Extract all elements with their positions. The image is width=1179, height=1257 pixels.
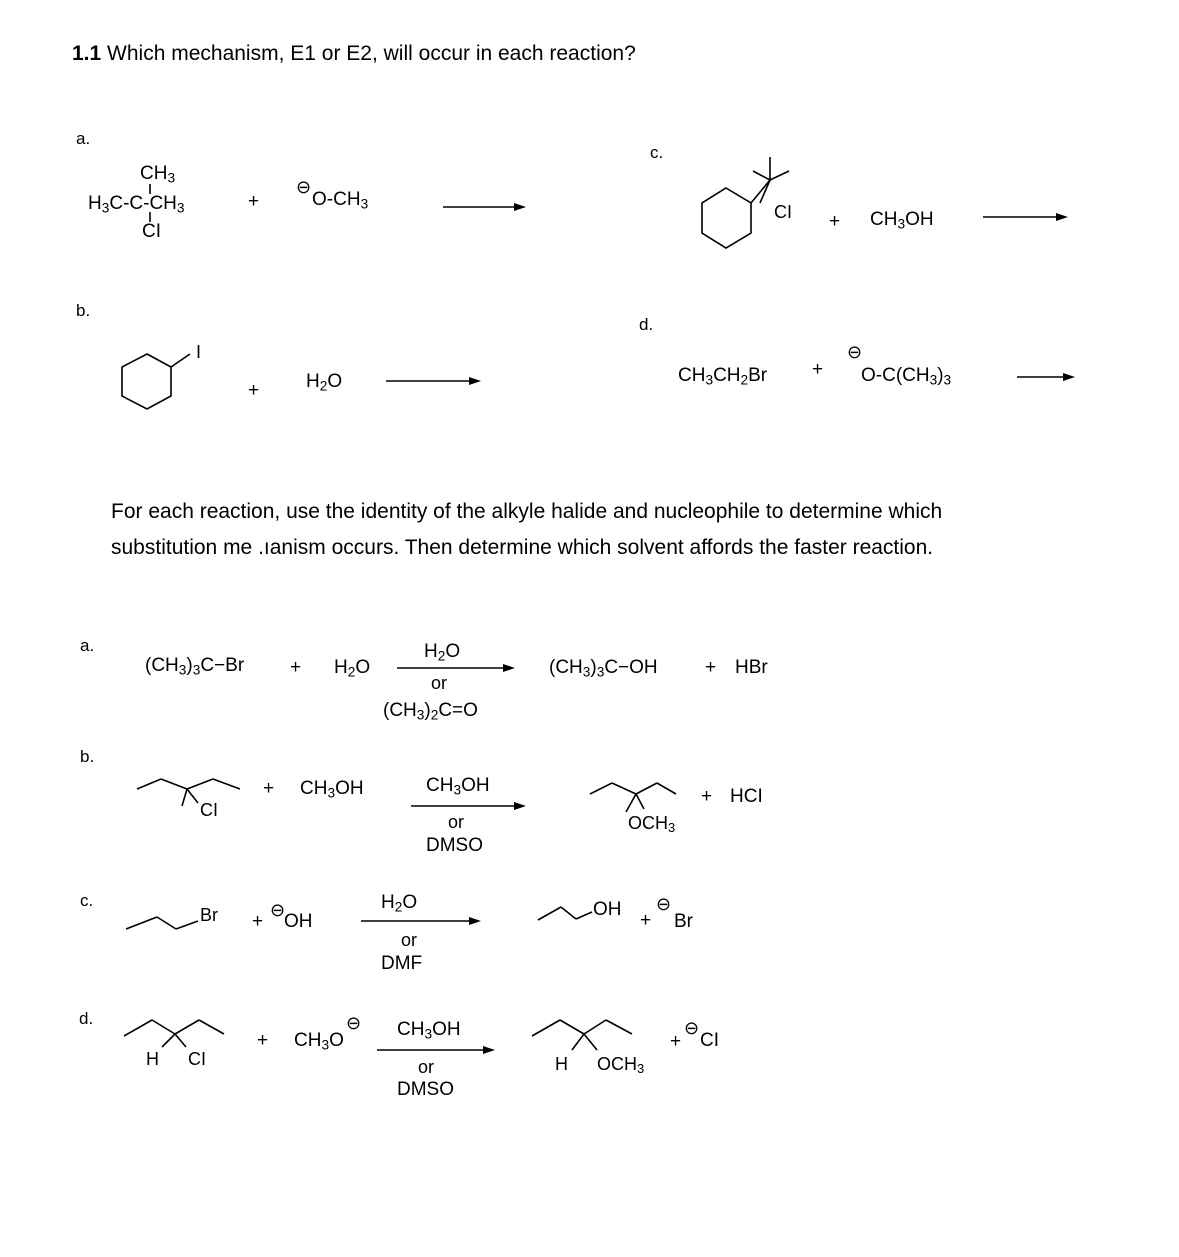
bond (572, 1034, 584, 1050)
solvent2-2c: DMF (381, 953, 423, 974)
plus-2b: + (263, 778, 275, 799)
formula-1a-bottom: CI (142, 221, 161, 242)
solvent1-2d: $CH_3OH$ (397, 1019, 461, 1042)
byproduct-2c: Br (674, 911, 693, 932)
question-title (72, 43, 636, 64)
reagent-1a: $O-CH_3$ (312, 189, 369, 212)
instructions-line-1: For each reaction, use the identity of the alkyle halide and nucleophile to determine which (111, 500, 943, 523)
solvent2-2a: $(CH_3)_2C=O$ (383, 700, 478, 723)
formula-1a-top: $CH_3$ (140, 163, 176, 186)
reagent-2b: $CH_3OH$ (300, 778, 364, 801)
arrowhead (1056, 213, 1068, 221)
bond (213, 779, 240, 789)
byproduct-2d: CI (700, 1030, 719, 1051)
reagent-1d: $O-C(CH_3)_3$ (861, 365, 952, 388)
bond (176, 921, 198, 929)
solvent2-2b: DMSO (426, 835, 483, 856)
question-text: Which mechanism, E1 or E2, will occur in each reaction? (107, 42, 636, 65)
plus2-2a: + (705, 657, 717, 678)
reagent-2c: OH (284, 911, 313, 932)
or-2a: or (431, 673, 448, 693)
h-label-2d: H (146, 1049, 159, 1069)
arrowhead (1063, 373, 1075, 381)
plus2-2c: + (640, 910, 652, 931)
bond (175, 1034, 186, 1047)
bond (770, 171, 789, 180)
label-1d: d. (639, 315, 654, 334)
negative-charge-2c-product: ⊖ (656, 894, 672, 914)
bond (157, 917, 176, 929)
byproduct-2a: HBr (735, 657, 768, 678)
halogen-2d: CI (188, 1049, 206, 1069)
bond (612, 783, 636, 794)
negative-charge-2d: ⊖ (346, 1013, 362, 1033)
bond (561, 907, 576, 919)
label-2d: d. (79, 1009, 94, 1028)
solvent1-2b: $CH_3OH$ (426, 775, 490, 798)
plus-1c: + (829, 211, 841, 232)
bond (171, 354, 190, 367)
substrate-1d: $CH_3CH_2Br$ (678, 365, 768, 388)
halogen-2c: Br (200, 905, 218, 925)
bond (161, 779, 187, 789)
bond (584, 1020, 606, 1034)
negative-charge-1d: ⊖ (847, 342, 863, 362)
bond (560, 1020, 584, 1034)
label-2b: b. (80, 747, 95, 766)
label-1c: c. (650, 143, 664, 162)
question-number: 1.1 (72, 42, 102, 65)
reagent-2d: $CH_3O$ (294, 1030, 344, 1053)
bond (126, 917, 157, 929)
bond (182, 789, 187, 806)
bond (532, 1020, 560, 1036)
halogen-1c: CI (774, 202, 792, 222)
bond (152, 1020, 175, 1034)
bond (753, 171, 770, 180)
reagent-2a: $H_2O$ (334, 657, 371, 680)
label-2a: a. (80, 636, 95, 655)
product-group-2d: $OCH_3$ (597, 1054, 645, 1077)
negative-charge-1a: ⊖ (296, 177, 312, 197)
halogen-2b: CI (200, 800, 218, 820)
bond (162, 1034, 175, 1047)
instructions-line-2: substitution me .ıanism occurs. Then determine which solvent affords the faster reaction. (111, 536, 934, 559)
negative-charge-2d-product: ⊖ (684, 1018, 700, 1038)
formula-1a-main: $H_3C-C-CH_3$ (88, 193, 185, 216)
bond (137, 779, 161, 789)
solvent2-2d: DMSO (397, 1079, 454, 1100)
reagent-1c: $CH_3OH$ (870, 209, 934, 232)
label-1a: a. (76, 129, 91, 148)
bond (590, 783, 612, 794)
plus-2c: + (252, 911, 264, 932)
bond (636, 794, 644, 809)
bond (187, 779, 213, 789)
arrowhead (514, 203, 526, 211)
arrowhead (514, 802, 526, 810)
cyclohexane-ring-1b (122, 354, 171, 409)
bond (199, 1020, 224, 1034)
plus2-2b: + (701, 786, 713, 807)
bond (584, 1034, 597, 1050)
plus-2a: + (290, 657, 302, 678)
plus-1a: + (248, 191, 260, 212)
arrowhead (469, 917, 481, 925)
product-group-2b: $OCH_3$ (628, 813, 676, 836)
solvent1-2a: $H_2O$ (424, 641, 461, 664)
or-2c: or (401, 930, 418, 950)
byproduct-2b: HCI (730, 786, 763, 807)
plus-2d: + (257, 1030, 269, 1051)
solvent1-2c: $H_2O$ (381, 892, 418, 915)
arrowhead (503, 664, 515, 672)
plus-1b: + (248, 380, 260, 401)
bond (124, 1020, 152, 1036)
halogen-1b: I (196, 342, 202, 362)
substrate-2a: $(CH_3)_3C-Br$ (145, 655, 245, 678)
plus-1d: + (812, 359, 824, 380)
or-2d: or (418, 1057, 435, 1077)
plus2-2d: + (670, 1031, 682, 1052)
product-2a: $(CH_3)_3C-OH$ (549, 657, 658, 680)
bond (187, 789, 198, 803)
label-2c: c. (80, 891, 94, 910)
bond (175, 1020, 199, 1034)
bond (636, 783, 657, 794)
negative-charge-2c: ⊖ (270, 900, 286, 920)
label-1b: b. (76, 301, 91, 320)
bond (576, 912, 592, 919)
reagent-1b: $H_2O$ (306, 371, 343, 394)
arrowhead (469, 377, 481, 385)
product-group-2c: OH (593, 899, 622, 920)
bond (751, 180, 770, 203)
bond (657, 783, 676, 794)
product-h-2d: H (555, 1054, 568, 1074)
arrowhead (483, 1046, 495, 1054)
bond (606, 1020, 632, 1034)
cyclohexane-ring-1c (702, 188, 751, 248)
or-2b: or (448, 812, 465, 832)
bond (626, 794, 636, 812)
bond (538, 907, 561, 920)
